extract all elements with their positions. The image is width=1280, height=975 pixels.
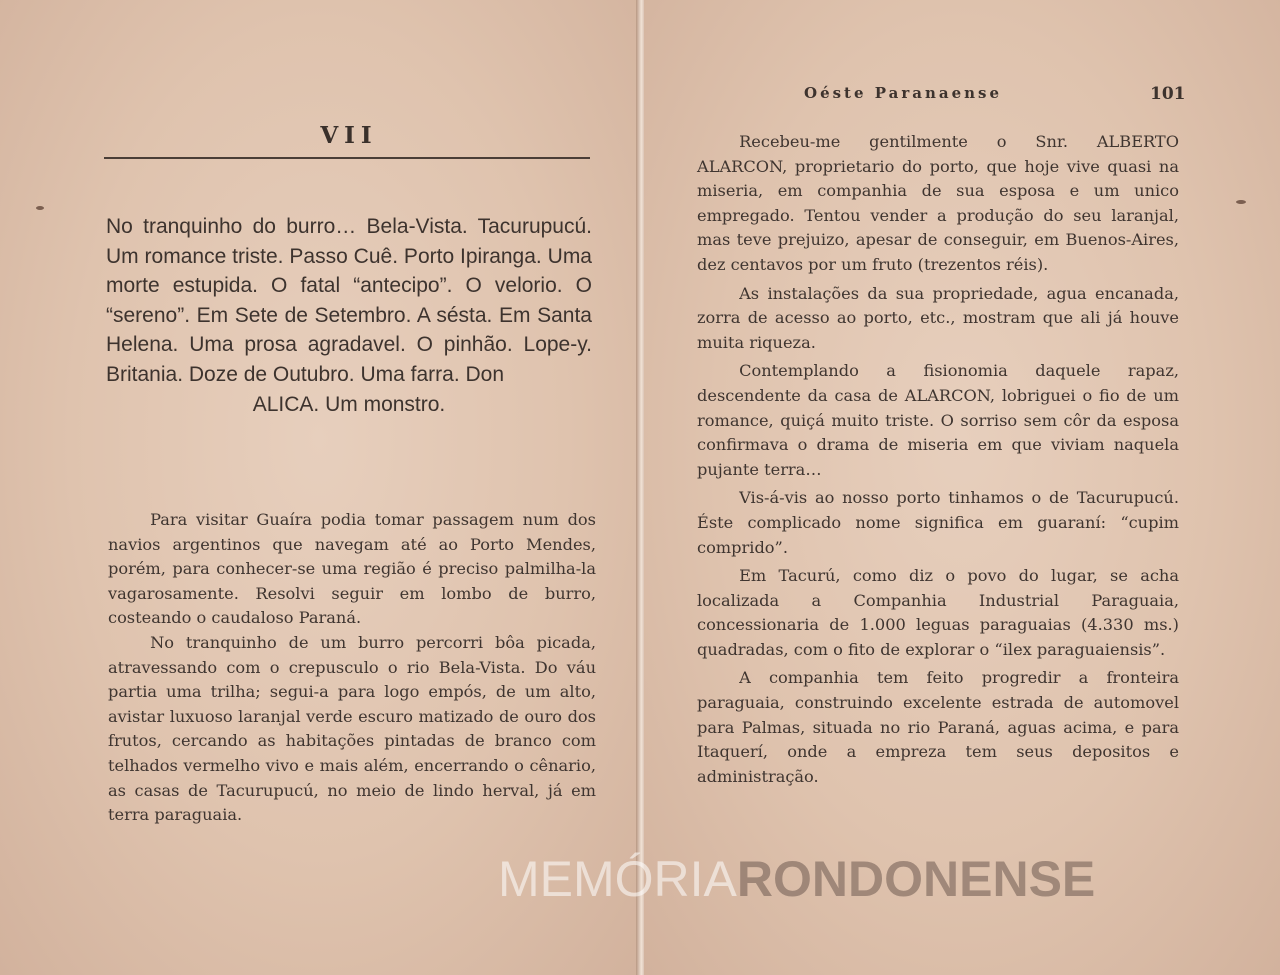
paragraph: Vis-á-vis ao nosso porto tinhamos o de Tacurupucú. Éste complicado nome significa em guaraní: “cupim comprido”. (697, 488, 1179, 557)
chapter-rule (104, 157, 590, 159)
left-body-text (108, 508, 596, 828)
watermark-dark-text: RONDONENSE (736, 851, 1096, 907)
watermark-light-text: MEMÓRIA (498, 851, 737, 907)
chapter-summary-last-line: ALICA. Um monstro. (252, 392, 446, 416)
page-number: 101 (1150, 84, 1186, 104)
chapter-summary-text: No tranquinho do burro… Bela-Vista. Tacurupucú. Um romance triste. Passo Cuê. Porto Ipiranga. Uma morte estupida. O fatal “antecipo”. O velorio. O “sereno”. Em Sete de Setembro. A sésta. Em Santa Helena. Uma prosa agradavel. O pinhão. Lope-y. Britania. Doze de Outubro. Uma farra. Don (106, 215, 592, 386)
paper-speck (36, 206, 44, 210)
running-head: Oéste Paranaense (804, 84, 1003, 102)
paragraph: Para visitar Guaíra podia tomar passagem num dos navios argentinos que navegam até ao Porto Mendes, porém, para conhecer-se uma região é preciso palmilha-la vagarosamente. Resolvi seguir em lombo de burro, costeando o caudaloso Paraná. (108, 510, 596, 628)
paragraph: A companhia tem feito progredir a fronteira paraguaia, construindo excelente estrada de automovel para Palmas, situada no rio Paraná, aguas acima, e para Itaquerí, onde a empreza tem seus depositos e administração. (697, 668, 1179, 786)
paragraph: Recebeu-me gentilmente o Snr. ALBERTO ALARCON, proprietario do porto, que hoje vive quasi na miseria, em companhia de sua esposa e um unico empregado. Tentou vender a produção do seu laranjal, mas teve prejuizo, apesar de conseguir, em Buenos-Aires, dez centavos por um fruto (trezentos réis). (697, 132, 1179, 274)
paragraph: Contemplando a fisionomia daquele rapaz, descendente da casa de ALARCON, lobriguei o fio de um romance, quiçá muito triste. O sorriso sem côr da esposa confirmava o drama de miseria em que viviam naquela pujante terra… (697, 361, 1179, 479)
right-body-text (697, 130, 1179, 789)
paragraph: Em Tacurú, como diz o povo do lugar, se acha localizada a Companhia Industrial Paraguaia, concessionaria de 1.000 leguas paraguaias (4.330 ms.) quadradas, com o fito de explorar o “ilex paraguaiensis”. (697, 566, 1179, 659)
paragraph: No tranquinho de um burro percorri bôa picada, atravessando com o crepusculo o rio Bela-Vista. Do váu partia uma trilha; segui-a para logo empós, de um alto, avistar luxuoso laranjal verde escuro matizado de ouro dos frutos, cercando as habitações pintadas de branco com telhados vermelho vivo e mais além, encerrando o cênario, as casas de Tacurupucú, no meio de lindo herval, já em terra paraguaia. (108, 632, 596, 825)
chapter-summary (106, 212, 592, 419)
right-page (644, 0, 1280, 975)
chapter-heading: VII (320, 122, 378, 149)
watermark (498, 850, 1095, 908)
paper-speck (1236, 200, 1246, 204)
paragraph: As instalações da sua propriedade, agua encanada, zorra de acesso ao porto, etc., mostram que ali já houve muita riqueza. (697, 283, 1179, 352)
